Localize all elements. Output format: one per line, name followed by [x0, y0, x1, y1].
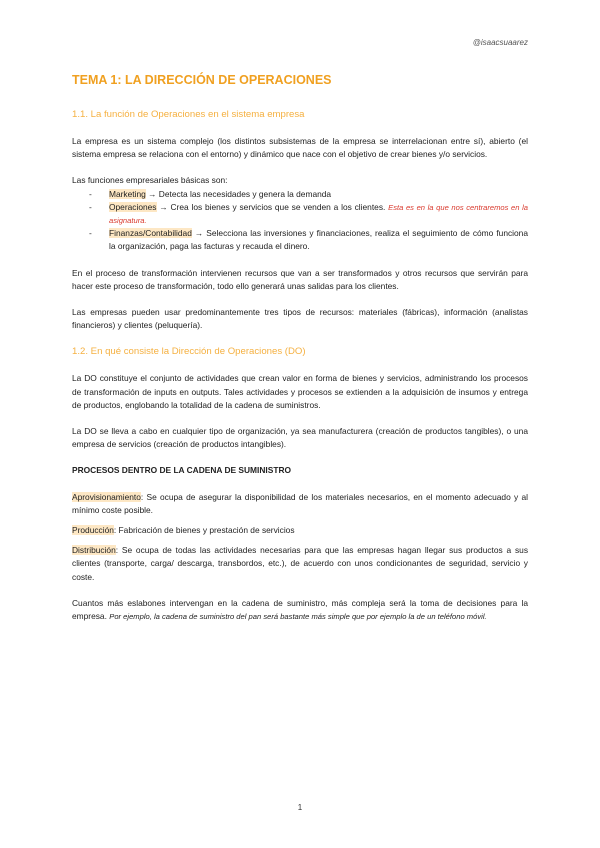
paragraph-eslabones [72, 597, 528, 623]
process-term: Producción [72, 525, 114, 536]
process-paragraph [72, 491, 528, 517]
bullet-dash: - [89, 228, 92, 239]
list-item [72, 201, 528, 227]
process-term: Distribución [72, 545, 116, 556]
function-note: Esta es en la que nos centraremos en la asignatura. [109, 202, 528, 226]
author-handle: @isaacsuaarez [472, 38, 528, 47]
bullet-dash: - [89, 201, 92, 212]
page-title: TEMA 1: LA DIRECCIÓN DE OPERACIONES [72, 73, 332, 87]
eslabones-example: Por ejemplo, la cadena de suministro del pan será bastante más simple que por ejemplo la de un teléfono móvil. [109, 612, 487, 622]
functions-list [72, 188, 528, 254]
section-heading-1-1: 1.1. La función de Operaciones en el sistema empresa [72, 109, 305, 120]
document-body [72, 72, 528, 636]
paragraph-transformacion: En el proceso de transformación intervienen recursos que van a ser transformados y otros recursos que servirán para hacer este proceso de transformación, todo ello generará unas salidas para los clientes. [72, 267, 528, 291]
function-desc: → Selecciona las inversiones y financiaciones, realiza el seguimiento de cómo funciona la organización, paga las facturas y recauda el dinero. [109, 228, 528, 252]
function-term: Marketing [109, 188, 146, 199]
page-number: 1 [297, 803, 303, 812]
subheading-procesos: PROCESOS DENTRO DE LA CADENA DE SUMINISTRO [72, 465, 292, 476]
process-desc: : Se ocupa de asegurar la disponibilidad de los materiales necesarios, en el momento adecuado y al mínimo coste posible. [72, 491, 528, 515]
paragraph-do-definicion: La DO constituye el conjunto de actividades que crean valor en forma de bienes y servicios, administrando los procesos de transformación de inputs en outputs. Tales actividades y procesos se extienden a la adquisición de insumos y entrega de productos, englobando la totalidad de la cadena de suministros. [72, 373, 528, 410]
paragraph-do-organizacion: La DO se lleva a cabo en cualquier tipo de organización, ya sea manufacturera (creación de productos tangibles), o una empresa de servicios (creación de productos intangibles). [72, 426, 528, 450]
bullet-dash: - [89, 188, 92, 199]
process-paragraph [72, 524, 528, 537]
process-desc: : Fabricación de bienes y prestación de servicios [113, 525, 295, 536]
eslabones-text: Cuantos más eslabones intervengan en la cadena de suministro, más compleja será la toma de decisiones para la empresa. [72, 597, 528, 622]
paragraph-recursos: Las empresas pueden usar predominantemente tres tipos de recursos: materiales (fábricas), información (analistas financieros) y clientes (peluquería). [72, 307, 528, 331]
process-term: Aprovisionamiento [72, 491, 141, 502]
section-heading-1-2: 1.2. En qué consiste la Dirección de Operaciones (DO) [72, 346, 306, 358]
function-desc: → Crea los bienes y servicios que se venden a los clientes. [156, 201, 389, 212]
function-desc: → Detecta las necesidades y genera la demanda [145, 188, 332, 199]
functions-intro: Las funciones empresariales básicas son: [72, 175, 228, 186]
function-term: Operaciones [109, 201, 157, 212]
list-item [72, 188, 528, 201]
list-item [72, 227, 528, 253]
paragraph-empresa-sistema: La empresa es un sistema complejo (los distintos subsistemas de la empresa se interrelacionan entre sí), abierto (el sistema empresa se relaciona con el entorno) y dinámico que nace con el objetivo de crear bienes y/o servicios. [72, 136, 528, 160]
function-term: Finanzas/Contabilidad [109, 228, 192, 239]
process-desc: : Se ocupa de todas las actividades necesarias para que las empresas hagan llegar sus productos a sus clientes (transporte, carga/ descarga, transbordos, etc.), de acuerdo con unos condicionantes de seguridad, servicio y coste. [72, 545, 528, 582]
process-paragraph [72, 544, 528, 584]
